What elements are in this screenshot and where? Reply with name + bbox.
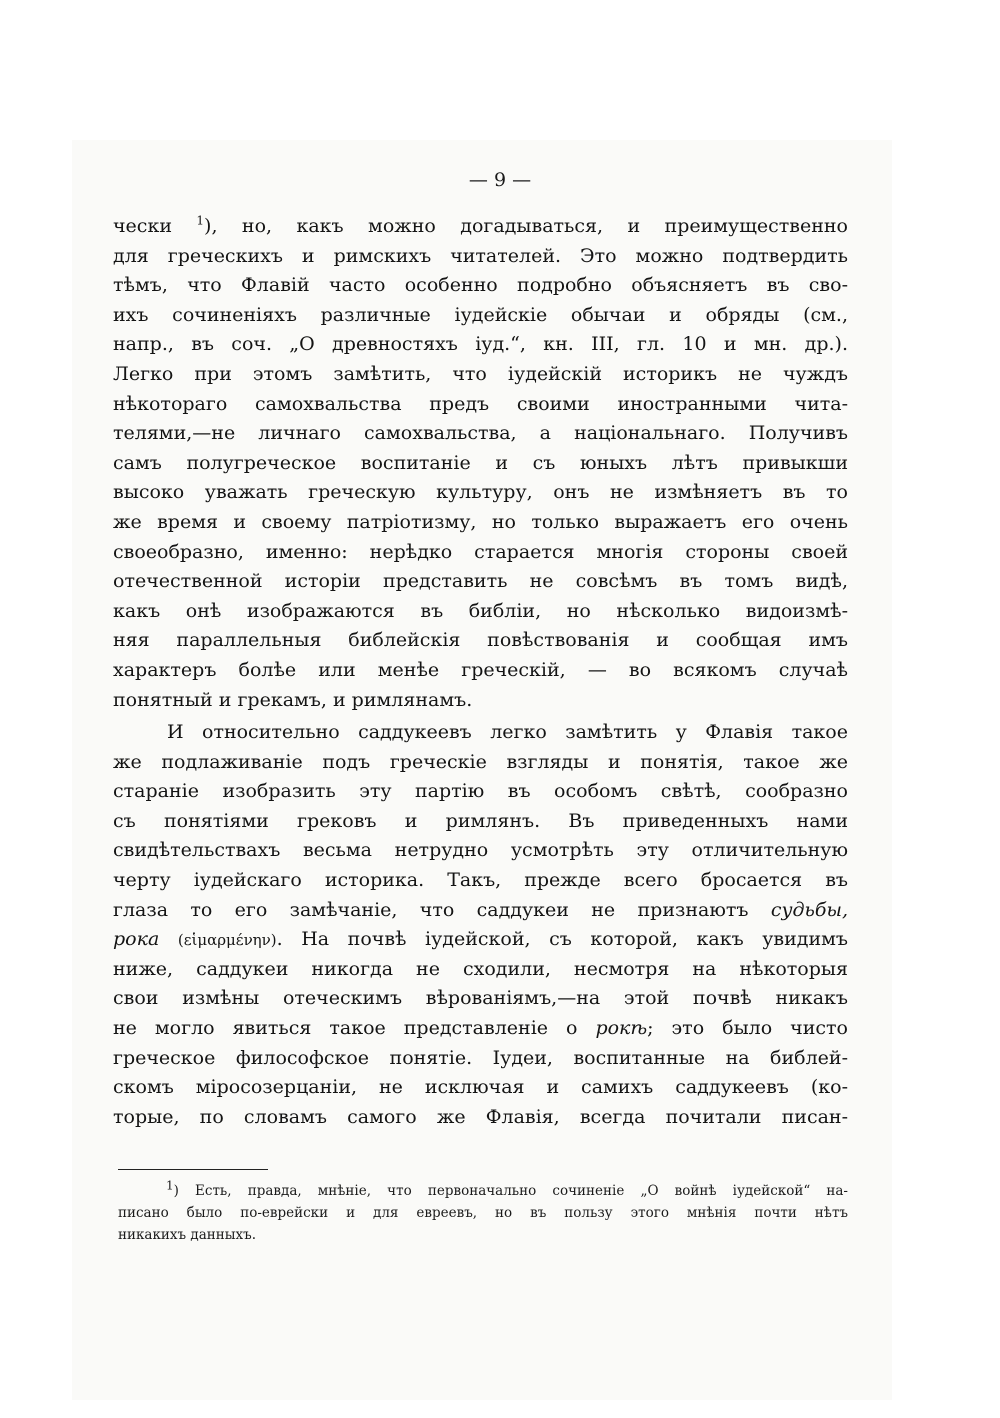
text-line: понятный и грекамъ, и римлянамъ.: [113, 688, 473, 711]
text-line: ихъ сочиненіяхъ различные іудейскіе обычаи и обряды (см.,: [113, 303, 848, 326]
text-fragment: чески: [113, 215, 197, 237]
text-line: съ понятіями грековъ и римлянъ. Въ приведенныхъ нами: [113, 809, 848, 832]
text-line: няя параллельныя библейскія повѣствованія и сообщая имъ: [113, 629, 848, 652]
text-line: [113, 1014, 848, 1044]
text-fragment: ; это было чисто: [647, 1017, 848, 1040]
text-line: стараніе изобразить эту партію въ особомъ свѣтѣ, сообразно: [113, 780, 848, 803]
footnote-line: писано было по-еврейски и для евреевъ, но въ пользу этого мнѣнія почти нѣтъ: [118, 1205, 848, 1221]
footnote-divider: [118, 1169, 268, 1170]
footnote-line: [118, 1180, 848, 1202]
text-line: Легко при этомъ замѣтить, что іудейскій историкъ не чуждъ: [113, 362, 848, 385]
italic-term: рокѣ: [595, 1017, 648, 1040]
text-fragment: ) Есть, правда, мнѣніе, что первоначально сочиненіе „О войнѣ іудейской“ на-: [173, 1183, 848, 1199]
greek-term: (εἱμαρμένην): [177, 931, 277, 950]
text-line: самъ полугреческое воспитаніе и съ юныхъ лѣтъ привыкши: [113, 451, 848, 474]
text-line: [113, 925, 848, 955]
body-text: [113, 212, 848, 1132]
text-line: свои измѣны отеческимъ вѣрованіямъ,—на этой почвѣ никакъ: [113, 987, 848, 1010]
text-line: напр., въ соч. „О древностяхъ іуд.“, кн. III, гл. 10 и мн. др.).: [113, 333, 848, 356]
text-line: черту іудейскаго историка. Такъ, прежде всего бросается въ: [113, 869, 848, 892]
footnote: [118, 1180, 848, 1246]
text-line: какъ онѣ изображаются въ библіи, но нѣсколько видоизмѣ-: [113, 599, 848, 622]
text-line: характеръ болѣе или менѣе греческій, — во всякомъ случаѣ: [113, 658, 848, 681]
text-line: отечественной исторіи представить не совсѣмъ въ томъ видѣ,: [113, 570, 848, 593]
text-line: нѣкотораго самохвальства предъ своими иностранными чита-: [113, 392, 848, 415]
footnote-line: никакихъ данныхъ.: [118, 1227, 257, 1243]
page-number: — 9 —: [468, 169, 532, 191]
text-line: для греческихъ и римскихъ читателей. Это можно подтвердить: [113, 244, 848, 267]
text-line: греческое философское понятіе. Іудеи, воспитанные на библей-: [113, 1046, 848, 1069]
text-fragment: . На почвѣ іудейской, съ которой, какъ увидимъ: [276, 928, 848, 951]
text-line: свидѣтельствахъ весьма нетрудно усмотрѣть эту отличительную: [113, 839, 848, 862]
text-line: своеобразно, именно: нерѣдко старается многія стороны своей: [113, 540, 848, 563]
footnote-ref: 1: [196, 213, 205, 228]
text-fragment: глаза то его замѣчаніе, что саддукеи не признаютъ: [113, 898, 771, 921]
text-line: ниже, саддукеи никогда не сходили, несмотря на нѣкоторыя: [113, 957, 848, 980]
text-line: [113, 212, 848, 242]
text-line: тѣмъ, что Флавій часто особенно подробно объясняетъ въ сво-: [113, 274, 848, 297]
italic-term: рока: [113, 928, 160, 951]
text-line: же время и своему патріотизму, но только выражаетъ его очень: [113, 510, 848, 533]
text-line: И относительно саддукеевъ легко замѣтить у Флавія такое: [167, 721, 848, 744]
italic-term: судьбы,: [770, 898, 848, 921]
text-fragment: не могло явиться такое представленіе о: [113, 1017, 596, 1040]
text-line: торые, по словамъ самого же Флавія, всегда почитали писан-: [113, 1105, 848, 1128]
text-line: же подлаживаніе подъ греческіе взгляды и понятія, такое же: [113, 750, 848, 773]
text-line: высоко уважать греческую культуру, онъ не измѣняетъ въ то: [113, 481, 848, 504]
text-line: скомъ міросозерцаніи, не исключая и самихъ саддукеевъ (ко-: [113, 1076, 848, 1099]
text-line: [113, 896, 848, 926]
text-fragment: ), но, какъ можно догадываться, и преимущественно: [204, 215, 848, 237]
footnote-marker: 1: [166, 1178, 174, 1193]
text-line: телями,—не личнаго самохвальства, а національнаго. Получивъ: [113, 422, 848, 445]
